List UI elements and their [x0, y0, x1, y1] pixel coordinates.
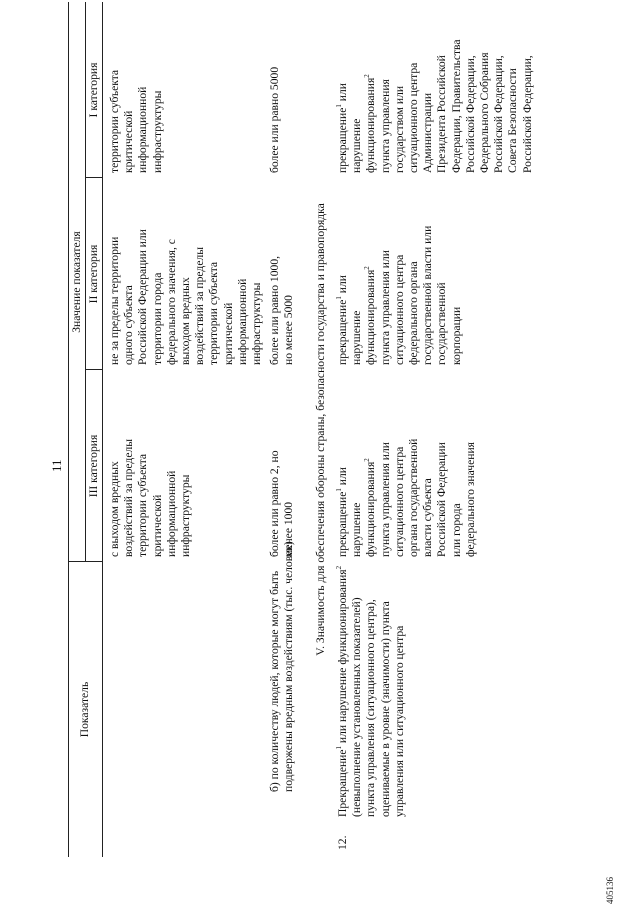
text-line: Российской Федерации,: [520, 55, 534, 173]
text-line: территории субъекта: [108, 69, 121, 173]
text-line: территории города: [150, 272, 164, 365]
text-line: информационной: [136, 86, 150, 173]
text-line: Администрации: [421, 92, 435, 173]
text-line: государственной власти или: [421, 225, 435, 365]
footnote-marker: 2: [363, 266, 372, 270]
text-line: критической: [221, 302, 235, 365]
text-line: критической: [150, 494, 164, 557]
text-line: территории субъекта: [207, 261, 221, 365]
row-12-cat3: [336, 439, 478, 557]
text-line: оцениваемые в уровне (значимости) пункта: [378, 601, 392, 817]
text-line: воздействий за пределы: [122, 438, 136, 557]
section-heading: V. Значимость для обеспечения обороны страны, безопасности государства и правопорядка: [314, 203, 327, 656]
text-line: власти субъекта: [421, 478, 435, 557]
text-line: государством или: [392, 85, 406, 173]
rotated-document-page: [18, 2, 622, 902]
text-line: функционирования$^2$: [363, 74, 378, 173]
text-line: корпорации: [449, 306, 463, 365]
text-line: более или равно 1000,: [268, 255, 281, 365]
row-12-number: 12.: [336, 835, 349, 850]
text-line: федерального значения: [463, 441, 477, 557]
footnote-marker: 2: [363, 458, 372, 462]
text-line: выходом вредных: [179, 277, 193, 365]
text-line: ситуационного центра: [392, 254, 406, 365]
text-line: государственной: [435, 282, 449, 365]
text-line: менее 1000: [282, 501, 296, 557]
text-line: нарушение: [350, 502, 364, 557]
footnote-marker: 2: [363, 74, 372, 78]
footnote-marker: 1: [335, 745, 344, 750]
row-b-label: [268, 541, 296, 792]
text-line: инфраструктуры: [179, 474, 193, 557]
text-line: пункта управления или: [378, 250, 392, 365]
footnote-marker: 1: [335, 488, 344, 492]
text-line: (невыполнение установленных показателей): [350, 597, 364, 817]
table-top-border: [68, 2, 69, 857]
text-line: инфраструктуры: [250, 282, 264, 365]
row-b-cat2: [268, 256, 296, 365]
text-line: Федерации, Правительства: [449, 39, 463, 173]
text-line: но менее 5000: [282, 295, 296, 365]
text-line: органа государственной: [407, 438, 421, 557]
page-number: 11: [49, 459, 64, 472]
text-line: нарушение: [350, 118, 364, 173]
text-line: инфраструктуры: [150, 90, 164, 173]
text-line: информационной: [235, 278, 249, 365]
footnote-marker: 2: [335, 565, 344, 570]
header-cat3: III категория: [87, 434, 100, 498]
text-line: управления или ситуационного центра: [392, 625, 406, 817]
row-12-cat2: [336, 226, 464, 365]
text-line: Российской Федерации,: [463, 55, 477, 173]
text-line: не за пределы территории: [108, 236, 121, 365]
row-12-label: [336, 566, 407, 817]
text-line: Президента Российской: [435, 55, 449, 173]
cont-cat2-text: [108, 229, 264, 365]
text-line: или города: [449, 503, 463, 557]
text-line: Прекращение$^1$ или нарушение функционирования$^2$: [335, 565, 349, 817]
text-line: пункта управления (ситуационного центра),: [364, 599, 378, 817]
text-line: информационной: [164, 470, 178, 557]
text-line: одного субъекта: [122, 285, 136, 365]
text-line: критической: [122, 110, 136, 173]
text-line: воздействий за пределы: [193, 246, 207, 365]
row-12-cat1: [336, 39, 535, 173]
cont-cat3-text: [108, 439, 193, 557]
text-line: Федерального Собрания: [478, 52, 492, 173]
text-line: функционирования$^2$: [363, 266, 378, 365]
text-line: Совета Безопасности: [506, 68, 520, 173]
row-b-cat1: [268, 67, 282, 173]
text-line: Российской Федерации или: [136, 229, 150, 365]
text-line: более или равно 5000: [268, 66, 281, 173]
text-line: прекращение$^1$ или: [335, 467, 349, 557]
cont-cat1-text: [108, 70, 165, 173]
header-cat1: I категория: [87, 62, 100, 118]
text-line: с выходом вредных: [108, 461, 121, 557]
header-value-divider: [85, 2, 86, 562]
text-line: подвержены вредным воздействиям (тыс. человек): [282, 541, 296, 792]
text-line: федерального значения, с: [164, 239, 178, 365]
row-b-cat3: [268, 450, 296, 557]
text-line: пункта управления или: [378, 442, 392, 557]
footnote-marker: 1: [335, 104, 344, 108]
text-line: б) по количеству людей, которые могут быть: [268, 570, 281, 792]
text-line: нарушение: [350, 310, 364, 365]
text-line: федерального органа: [407, 261, 421, 365]
text-line: прекращение$^1$ или: [335, 275, 349, 365]
header-indicator: Показатель: [78, 681, 91, 738]
text-line: ситуационного центра: [392, 446, 406, 557]
header-bottom-border: [102, 2, 103, 857]
text-line: Российской Федерации: [435, 442, 449, 557]
text-line: функционирования$^2$: [363, 458, 378, 557]
header-cat2: II категория: [87, 244, 100, 304]
text-line: ситуационного центра: [407, 62, 421, 173]
text-line: Российской Федерации,: [492, 55, 506, 173]
text-line: прекращение$^1$ или: [335, 83, 349, 173]
header-value-group: Значение показателя: [70, 231, 83, 333]
text-line: более или равно 2, но: [268, 450, 281, 557]
text-line: пункта управления: [378, 79, 392, 173]
text-line: территории субъекта: [136, 453, 150, 557]
footnote-marker: 1: [335, 296, 344, 300]
document-id: 405136: [605, 877, 615, 904]
